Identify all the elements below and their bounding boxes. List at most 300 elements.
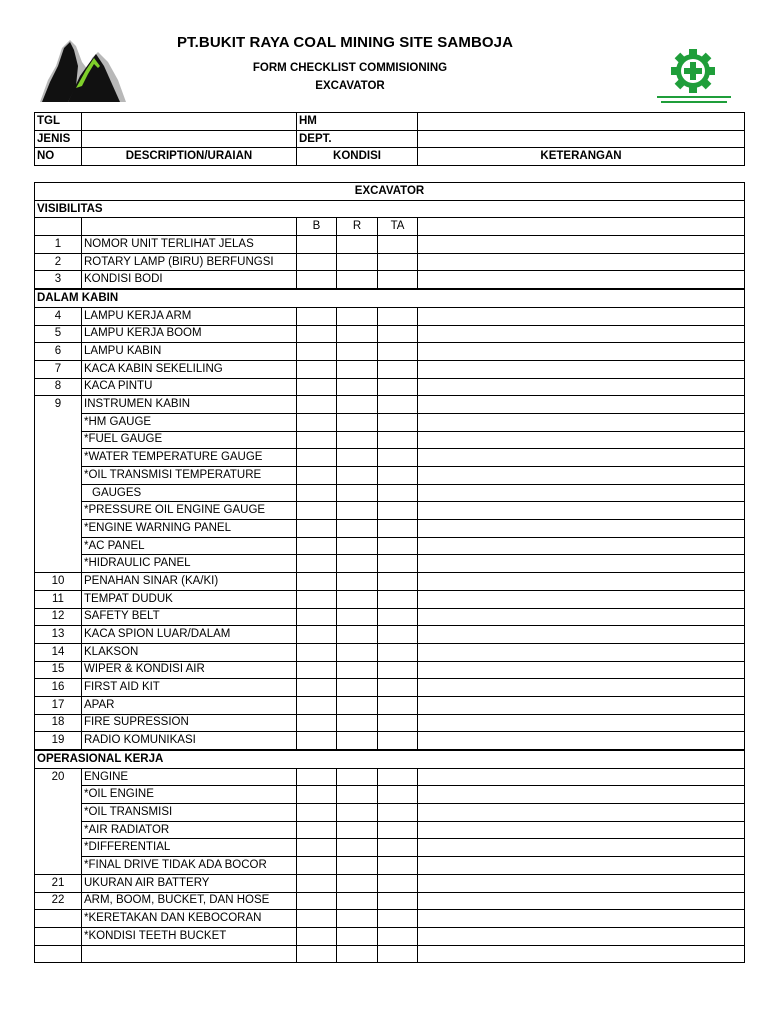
blank-cell [35,502,82,520]
check-r[interactable] [337,236,378,254]
dept-field[interactable] [418,130,745,148]
unit-subtitle: EXCAVATOR [315,80,385,92]
sub-item-desc: *WATER TEMPERATURE GAUGE [82,449,297,467]
table-row [35,696,745,714]
row-desc: APAR [82,696,297,714]
check-r[interactable] [337,555,378,573]
row-no: 16 [35,679,82,697]
check-r[interactable] [337,892,378,910]
table-row [35,714,745,732]
check-r[interactable] [337,874,378,892]
blank-cell [35,839,82,857]
check-ta[interactable] [378,537,418,555]
jenis-field[interactable] [82,130,297,148]
remark-field[interactable] [418,253,745,271]
blank-cell [35,821,82,839]
check-ta[interactable] [378,520,418,538]
check-b[interactable] [297,696,337,714]
check-b[interactable] [297,236,337,254]
row-no: 4 [35,307,82,325]
table-row [35,626,745,644]
table-row [35,661,745,679]
check-ta[interactable] [378,360,418,378]
remark-field[interactable] [418,679,745,697]
sub-item-desc: *OIL TRANSMISI [82,804,297,822]
check-ta[interactable] [378,555,418,573]
row-desc: KACA PINTU [82,378,297,396]
table-row [35,307,745,325]
row-desc: NOMOR UNIT TERLIHAT JELAS [82,236,297,254]
row-no: 11 [35,590,82,608]
sub-item-desc: *ENGINE WARNING PANEL [82,520,297,538]
table-row [35,945,745,963]
check-r[interactable] [337,786,378,804]
remark-field[interactable] [418,696,745,714]
table-row [35,892,745,910]
check-b[interactable] [297,520,337,538]
check-b[interactable] [297,413,337,431]
check-b[interactable] [297,714,337,732]
check-r[interactable] [337,449,378,467]
check-b[interactable] [297,821,337,839]
table-row [35,786,745,804]
sub-item-desc: *PRESSURE OIL ENGINE GAUGE [82,502,297,520]
row-no: 2 [35,253,82,271]
table-row [35,821,745,839]
row-no: 10 [35,573,82,591]
check-ta[interactable] [378,449,418,467]
check-r[interactable] [337,910,378,928]
remark-field[interactable] [418,910,745,928]
check-r[interactable] [337,768,378,786]
check-b[interactable] [297,431,337,449]
blank-cell [35,804,82,822]
remark-field[interactable] [418,857,745,875]
check-r[interactable] [337,343,378,361]
remark-field[interactable] [418,927,745,945]
row-no: 18 [35,714,82,732]
row-no: 9 [35,396,82,414]
row-desc: LAMPU KERJA ARM [82,307,297,325]
check-b[interactable] [297,892,337,910]
remark-field[interactable] [418,839,745,857]
check-b[interactable] [297,555,337,573]
row-desc: ENGINE [82,768,297,786]
sub-item-desc: *KERETAKAN DAN KEBOCORAN [82,910,297,928]
check-r[interactable] [337,608,378,626]
check-r[interactable] [337,661,378,679]
jenis-label: JENIS [35,130,82,148]
check-b[interactable] [297,643,337,661]
remark-field[interactable] [418,573,745,591]
check-r[interactable] [337,396,378,414]
info-table [34,112,745,166]
remark-field[interactable] [418,555,745,573]
blank-cell [35,927,82,945]
check-r[interactable] [337,857,378,875]
remark-field[interactable] [418,396,745,414]
check-b[interactable] [297,325,337,343]
row-no: 21 [35,874,82,892]
check-ta[interactable] [378,679,418,697]
remark-field[interactable] [418,590,745,608]
check-r[interactable] [337,520,378,538]
remark-field[interactable] [418,768,745,786]
check-b[interactable] [297,573,337,591]
row-no: 22 [35,892,82,910]
col-kondisi-header: KONDISI [297,148,418,166]
check-r[interactable] [337,484,378,502]
table-row [35,857,745,875]
check-b[interactable] [297,449,337,467]
remark-field[interactable] [418,360,745,378]
check-r[interactable] [337,325,378,343]
col-keterangan-header: KETERANGAN [418,148,745,166]
row-no: 19 [35,732,82,750]
remark-field[interactable] [418,325,745,343]
check-b[interactable] [297,396,337,414]
table-row [35,804,745,822]
check-b[interactable] [297,874,337,892]
table-row [35,520,745,538]
row-desc: ARM, BOOM, BUCKET, DAN HOSE [82,892,297,910]
check-ta[interactable] [378,786,418,804]
table-row [35,271,745,289]
check-r[interactable] [337,360,378,378]
hm-label: HM [297,113,418,131]
row-no: 20 [35,768,82,786]
row-desc: KONDISI BODI [82,271,297,289]
check-ta[interactable] [378,467,418,485]
check-b[interactable] [297,804,337,822]
check-r[interactable] [337,537,378,555]
row-desc: TEMPAT DUDUK [82,590,297,608]
remark-field[interactable] [418,236,745,254]
check-ta[interactable] [378,732,418,750]
check-r[interactable] [337,590,378,608]
table-row [35,413,745,431]
remark-field[interactable] [418,431,745,449]
check-b[interactable] [297,857,337,875]
check-r[interactable] [337,804,378,822]
check-ta[interactable] [378,626,418,644]
blank-cell [35,520,82,538]
check-b[interactable] [297,467,337,485]
check-ta[interactable] [378,431,418,449]
table-row [35,927,745,945]
row-desc: INSTRUMEN KABIN [82,396,297,414]
check-r[interactable] [337,821,378,839]
row-desc: ROTARY LAMP (BIRU) BERFUNGSI [82,253,297,271]
check-ta[interactable] [378,253,418,271]
section-dalam-kabin: DALAM KABIN [35,289,745,307]
table-row [35,573,745,591]
check-b[interactable] [297,910,337,928]
col-no-header: NO [35,148,82,166]
blank-cell [35,945,82,963]
check-ta[interactable] [378,307,418,325]
sub-item-desc: *OIL ENGINE [82,786,297,804]
check-ta[interactable] [378,502,418,520]
table-row [35,910,745,928]
check-ta[interactable] [378,573,418,591]
check-r[interactable] [337,431,378,449]
table-row [35,537,745,555]
check-ta[interactable] [378,910,418,928]
dept-label: DEPT. [297,130,418,148]
sub-item-desc: *FUEL GAUGE [82,431,297,449]
check-b[interactable] [297,253,337,271]
check-b[interactable] [297,927,337,945]
blank-cell [35,449,82,467]
section-operasional-kerja: OPERASIONAL KERJA [35,750,745,768]
sub-item-desc: *OIL TRANSMISI TEMPERATURE [82,467,297,485]
remark-field[interactable] [418,484,745,502]
blank-cell [82,218,297,236]
check-ta[interactable] [378,271,418,289]
check-b[interactable] [297,484,337,502]
table-row [35,253,745,271]
remark-field[interactable] [418,378,745,396]
check-b[interactable] [297,537,337,555]
row-desc: PENAHAN SINAR (KA/KI) [82,573,297,591]
row-no: 1 [35,236,82,254]
check-b[interactable] [297,307,337,325]
blank-cell [35,786,82,804]
check-b[interactable] [297,945,337,963]
remark-field[interactable] [418,714,745,732]
check-b[interactable] [297,608,337,626]
blank-cell [35,555,82,573]
remark-field[interactable] [418,608,745,626]
remark-field[interactable] [418,643,745,661]
check-ta[interactable] [378,236,418,254]
check-ta[interactable] [378,839,418,857]
row-no: 5 [35,325,82,343]
company-title: PT.BUKIT RAYA COAL MINING SITE SAMBOJA [176,34,514,51]
check-r[interactable] [337,696,378,714]
remark-field[interactable] [418,537,745,555]
blank-cell [35,413,82,431]
table-row [35,768,745,786]
cond-r-header: R [337,218,378,236]
sub-item-desc: *HIDRAULIC PANEL [82,555,297,573]
remark-field[interactable] [418,520,745,538]
row-no: 7 [35,360,82,378]
check-ta[interactable] [378,378,418,396]
cond-ta-header: TA [378,218,418,236]
row-no: 3 [35,271,82,289]
check-ta[interactable] [378,643,418,661]
check-ta[interactable] [378,608,418,626]
blank-cell [35,857,82,875]
remark-field[interactable] [418,661,745,679]
check-r[interactable] [337,307,378,325]
check-b[interactable] [297,768,337,786]
tgl-field[interactable] [82,113,297,131]
row-desc: LAMPU KABIN [82,343,297,361]
check-b[interactable] [297,786,337,804]
sub-item-desc: GAUGES [82,484,297,502]
row-no: 8 [35,378,82,396]
check-ta[interactable] [378,343,418,361]
remark-field[interactable] [418,413,745,431]
table-row [35,449,745,467]
row-desc: KACA SPION LUAR/DALAM [82,626,297,644]
check-r[interactable] [337,573,378,591]
row-desc: FIRST AID KIT [82,679,297,697]
table-row [35,608,745,626]
table-row [35,679,745,697]
blank-cell [35,484,82,502]
table-row [35,839,745,857]
blank-cell [35,218,82,236]
row-no: 12 [35,608,82,626]
table-row [35,502,745,520]
check-ta[interactable] [378,927,418,945]
remark-field[interactable] [418,892,745,910]
sub-item-desc: *KONDISI TEETH BUCKET [82,927,297,945]
table-row [35,325,745,343]
check-b[interactable] [297,839,337,857]
blank-cell [35,537,82,555]
table-row [35,590,745,608]
row-desc: SAFETY BELT [82,608,297,626]
hm-field[interactable] [418,113,745,131]
check-ta[interactable] [378,396,418,414]
col-desc-header: DESCRIPTION/URAIAN [82,148,297,166]
check-b[interactable] [297,360,337,378]
check-ta[interactable] [378,804,418,822]
remark-field[interactable] [418,271,745,289]
sub-item-desc: *AIR RADIATOR [82,821,297,839]
row-desc: LAMPU KERJA BOOM [82,325,297,343]
row-desc: KACA KABIN SEKELILING [82,360,297,378]
remark-field[interactable] [418,786,745,804]
check-r[interactable] [337,626,378,644]
blank-cell [35,910,82,928]
check-r[interactable] [337,378,378,396]
sub-item-desc: *HM GAUGE [82,413,297,431]
check-b[interactable] [297,502,337,520]
check-r[interactable] [337,927,378,945]
blank-cell [35,431,82,449]
blank-cell [35,467,82,485]
row-no: 6 [35,343,82,361]
row-desc: RADIO KOMUNIKASI [82,732,297,750]
check-ta[interactable] [378,484,418,502]
remark-field[interactable] [418,467,745,485]
sub-item-desc: *AC PANEL [82,537,297,555]
check-b[interactable] [297,679,337,697]
check-r[interactable] [337,839,378,857]
check-r[interactable] [337,732,378,750]
table-row [35,431,745,449]
check-ta[interactable] [378,696,418,714]
check-ta[interactable] [378,661,418,679]
row-desc: KLAKSON [82,643,297,661]
cond-b-header: B [297,218,337,236]
check-b[interactable] [297,590,337,608]
check-r[interactable] [337,271,378,289]
row-desc: FIRE SUPRESSION [82,714,297,732]
remark-field[interactable] [418,343,745,361]
row-no: 14 [35,643,82,661]
check-b[interactable] [297,626,337,644]
check-r[interactable] [337,714,378,732]
remark-field[interactable] [418,502,745,520]
checklist-table [34,182,745,963]
check-r[interactable] [337,467,378,485]
check-ta[interactable] [378,874,418,892]
tgl-label: TGL [35,113,82,131]
check-ta[interactable] [378,590,418,608]
check-ta[interactable] [378,821,418,839]
check-ta[interactable] [378,768,418,786]
remark-field[interactable] [418,945,745,963]
check-r[interactable] [337,945,378,963]
check-r[interactable] [337,502,378,520]
table-row [35,732,745,750]
check-ta[interactable] [378,857,418,875]
safety-gear-cross-logo-icon [655,49,733,107]
table-row [35,343,745,361]
table-row [35,467,745,485]
check-r[interactable] [337,413,378,431]
check-b[interactable] [297,661,337,679]
check-ta[interactable] [378,413,418,431]
remark-field[interactable] [418,732,745,750]
check-b[interactable] [297,378,337,396]
check-ta[interactable] [378,892,418,910]
row-no: 13 [35,626,82,644]
row-desc: WIPER & KONDISI AIR [82,661,297,679]
remark-field[interactable] [418,307,745,325]
table-row [35,378,745,396]
table-row [35,360,745,378]
check-ta[interactable] [378,325,418,343]
sub-item-desc: *DIFFERENTIAL [82,839,297,857]
remark-field[interactable] [418,804,745,822]
check-ta[interactable] [378,945,418,963]
table-row [35,236,745,254]
remark-field[interactable] [418,449,745,467]
table-row [35,396,745,414]
section-visibilitas: VISIBILITAS [35,200,745,218]
table-row [35,874,745,892]
check-r[interactable] [337,253,378,271]
blank-cell[interactable] [82,945,297,963]
blank-cell [418,218,745,236]
check-r[interactable] [337,679,378,697]
check-r[interactable] [337,643,378,661]
remark-field[interactable] [418,626,745,644]
remark-field[interactable] [418,874,745,892]
form-subtitle: FORM CHECKLIST COMMISIONING [252,62,448,74]
row-desc: UKURAN AIR BATTERY [82,874,297,892]
table-row [35,484,745,502]
table-title: EXCAVATOR [35,183,745,201]
check-b[interactable] [297,732,337,750]
row-no: 15 [35,661,82,679]
remark-field[interactable] [418,821,745,839]
row-no: 17 [35,696,82,714]
table-row [35,555,745,573]
check-b[interactable] [297,343,337,361]
sub-item-desc: *FINAL DRIVE TIDAK ADA BOCOR [82,857,297,875]
check-b[interactable] [297,271,337,289]
check-ta[interactable] [378,714,418,732]
